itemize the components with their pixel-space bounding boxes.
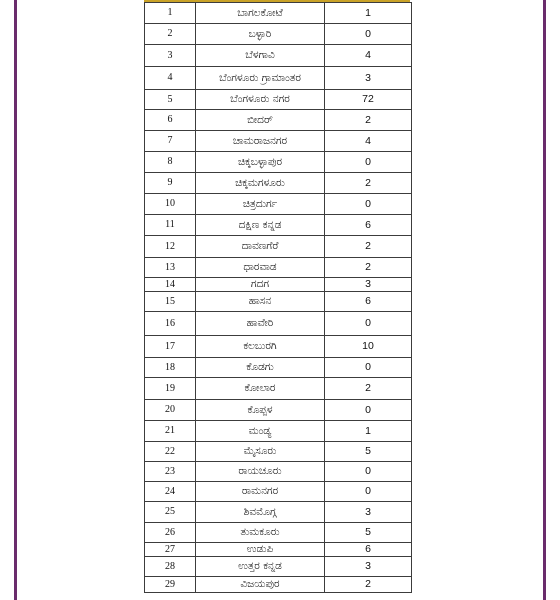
table-row [145,502,412,523]
district-count: 6 [325,292,412,312]
district-count: 1 [325,3,412,24]
table-row [145,215,412,236]
table-row [145,543,412,557]
district-name: ಚಿತ್ರದುರ್ಗ [196,194,325,215]
table-row [145,523,412,543]
row-number: 12 [145,236,196,258]
district-count: 2 [325,236,412,258]
district-name: ಹಾಸನ [196,292,325,312]
district-count: 6 [325,543,412,557]
district-count: 3 [325,557,412,577]
district-count: 4 [325,45,412,67]
district-name: ಬಾಗಲಕೋಟೆ [196,3,325,24]
district-count: 0 [325,462,412,482]
district-count: 2 [325,258,412,278]
district-count: 6 [325,215,412,236]
district-count: 0 [325,152,412,173]
table-row [145,400,412,421]
district-count-table [144,2,412,593]
table-row [145,378,412,400]
district-name: ಕೊಡಗು [196,358,325,378]
district-name: ದಾವಣಗೆರೆ [196,236,325,258]
row-number: 20 [145,400,196,421]
table-row [145,462,412,482]
district-name: ಚಿಕ್ಕಬಳ್ಳಾಪುರ [196,152,325,173]
district-count: 3 [325,278,412,292]
row-number: 10 [145,194,196,215]
table-row [145,442,412,462]
district-name: ಹಾವೇರಿ [196,312,325,336]
district-name: ಮಂಡ್ಯ [196,421,325,442]
district-count: 2 [325,577,412,593]
row-number: 23 [145,462,196,482]
table-row [145,577,412,593]
district-count: 2 [325,110,412,131]
row-number: 27 [145,543,196,557]
district-count: 5 [325,442,412,462]
table-row [145,90,412,110]
district-name: ರಾಯಚೂರು [196,462,325,482]
table-row [145,236,412,258]
row-number: 25 [145,502,196,523]
table-body [145,3,412,593]
row-number: 11 [145,215,196,236]
district-count: 3 [325,67,412,90]
district-count: 3 [325,502,412,523]
row-number: 7 [145,131,196,152]
district-name: ರಾಮನಗರ [196,482,325,502]
row-number: 22 [145,442,196,462]
table-row [145,24,412,45]
row-number: 15 [145,292,196,312]
district-name: ಬೀದರ್ [196,110,325,131]
table-row [145,336,412,358]
table-row [145,131,412,152]
row-number: 1 [145,3,196,24]
table-row [145,110,412,131]
page-border-right [543,0,546,600]
district-count: 5 [325,523,412,543]
district-count: 0 [325,400,412,421]
district-name: ಕೊಪ್ಪಳ [196,400,325,421]
row-number: 5 [145,90,196,110]
district-count: 0 [325,194,412,215]
row-number: 13 [145,258,196,278]
row-number: 18 [145,358,196,378]
table-row [145,278,412,292]
district-count: 0 [325,312,412,336]
row-number: 26 [145,523,196,543]
district-count: 10 [325,336,412,358]
table-row [145,152,412,173]
row-number: 29 [145,577,196,593]
district-name: ಚಾಮರಾಜನಗರ [196,131,325,152]
row-number: 24 [145,482,196,502]
district-count: 0 [325,358,412,378]
district-count: 2 [325,378,412,400]
row-number: 9 [145,173,196,194]
district-name: ದಕ್ಷಿಣ ಕನ್ನಡ [196,215,325,236]
district-name: ಮೈಸೂರು [196,442,325,462]
row-number: 28 [145,557,196,577]
district-name: ಶಿವಮೊಗ್ಗ [196,502,325,523]
district-name: ಉಡುಪಿ [196,543,325,557]
table-row [145,292,412,312]
district-name: ಗದಗ [196,278,325,292]
row-number: 17 [145,336,196,358]
row-number: 8 [145,152,196,173]
district-name: ತುಮಕೂರು [196,523,325,543]
row-number: 4 [145,67,196,90]
district-name: ಬೆಂಗಳೂರು ನಗರ [196,90,325,110]
district-name: ಚಿಕ್ಕಮಗಳೂರು [196,173,325,194]
table-row [145,258,412,278]
table-row [145,173,412,194]
district-name: ಬಳ್ಳಾರಿ [196,24,325,45]
table-row [145,312,412,336]
table-row [145,194,412,215]
district-count: 0 [325,482,412,502]
district-name: ಕೋಲಾರ [196,378,325,400]
district-name: ಬೆಂಗಳೂರು ಗ್ರಾಮಾಂತರ [196,67,325,90]
table-row [145,557,412,577]
district-count: 0 [325,24,412,45]
table-row [145,3,412,24]
district-count: 4 [325,131,412,152]
district-name: ಕಲಬುರಗಿ [196,336,325,358]
row-number: 16 [145,312,196,336]
row-number: 2 [145,24,196,45]
row-number: 19 [145,378,196,400]
page-border-left [14,0,17,600]
table-row [145,358,412,378]
district-name: ಧಾರವಾಡ [196,258,325,278]
row-number: 3 [145,45,196,67]
table-row [145,67,412,90]
district-count: 2 [325,173,412,194]
district-name: ವಿಜಯಪುರ [196,577,325,593]
table-row [145,421,412,442]
district-name: ಬೆಳಗಾವಿ [196,45,325,67]
table-row [145,45,412,67]
row-number: 21 [145,421,196,442]
table-row [145,482,412,502]
row-number: 14 [145,278,196,292]
district-count: 72 [325,90,412,110]
district-name: ಉತ್ತರ ಕನ್ನಡ [196,557,325,577]
row-number: 6 [145,110,196,131]
district-count: 1 [325,421,412,442]
